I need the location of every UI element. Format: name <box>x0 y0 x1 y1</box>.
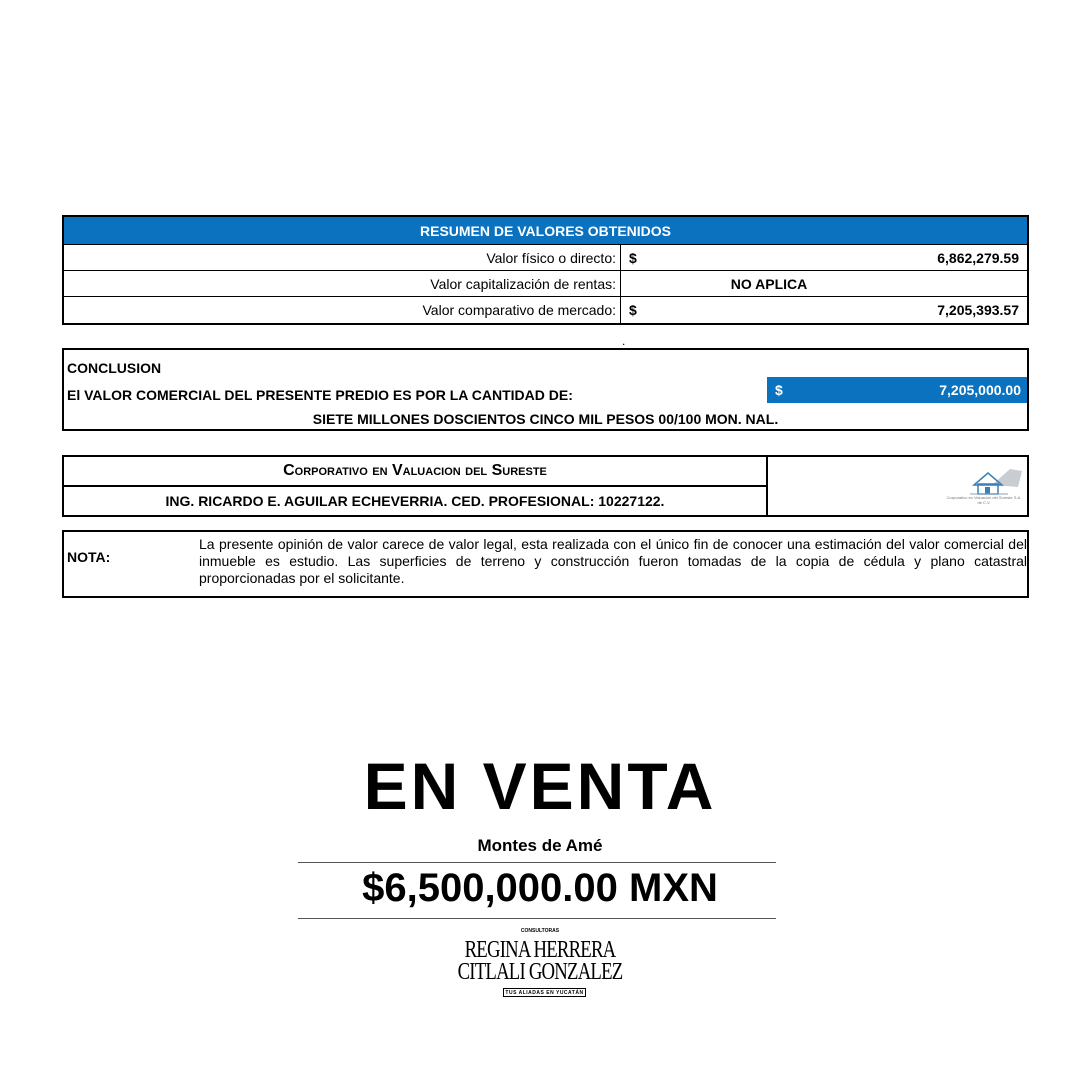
location-name: Montes de Amé <box>477 836 603 855</box>
table-row <box>64 245 1027 271</box>
summary-title: RESUMEN DE VALORES OBTENIDOS <box>64 217 1027 245</box>
row-label: Valor físico o directo: <box>64 245 621 270</box>
row-label: Valor capitalización de rentas: <box>64 271 621 296</box>
sale-headline: EN VENTA <box>363 749 717 823</box>
row-currency: $ <box>629 249 637 266</box>
row-currency: $ <box>629 302 637 318</box>
row-label: Valor comparativo de mercado: <box>64 297 621 323</box>
corporativo-info <box>64 457 768 515</box>
row-value: NO APLICA <box>730 275 808 292</box>
divider <box>298 918 776 919</box>
nota-label: NOTA: <box>67 549 111 565</box>
table-row <box>64 297 1027 323</box>
table-row <box>64 271 1027 297</box>
conclusion-amount <box>767 377 1027 403</box>
divider <box>298 862 776 863</box>
company-logo <box>944 463 1024 505</box>
corporativo-box <box>62 455 1029 517</box>
conclusion-statement: El VALOR COMERCIAL DEL PRESENTE PREDIO ES POR LA CANTIDAD DE: <box>67 387 573 403</box>
logo-text: Corporativo en Valuacion del Sureste S.A. de C.V. <box>946 495 1022 505</box>
summary-table <box>62 215 1029 325</box>
nota-text: La presente opinión de valor carece de valor legal, esta realizada con el único fin de conocer una estimación del valor comercial del inmueble es estudio. Las superficies de terreno y construcción fueron tomadas de la copia de cédula y plano catastral proporcionadas por el solicitante. <box>199 536 1027 586</box>
sale-price: $6,500,000.00 MXN <box>362 866 718 910</box>
amount-value: 7,205,000.00 <box>939 382 1021 398</box>
separator-dot: . <box>622 334 626 348</box>
row-value: 6,862,279.59 <box>937 249 1019 266</box>
brand-line-2: CITLALI GONZALEZ <box>457 959 623 985</box>
brand-tagline: TUS ALIADAS EN YUCATÁN <box>503 988 586 997</box>
brand-line-1: REGINA HERRERA <box>464 937 616 963</box>
row-value: 7,205,393.57 <box>937 302 1019 318</box>
company-name: Corporativo en Valuacion del Sureste <box>64 457 766 487</box>
amount-currency: $ <box>775 382 783 398</box>
brand-kicker: CONSULTORAS <box>520 928 560 934</box>
conclusion-box <box>62 348 1029 431</box>
nota-box <box>62 530 1029 598</box>
engineer-credentials: ING. RICARDO E. AGUILAR ECHEVERRIA. CED. PROFESIONAL: 10227122. <box>165 493 665 509</box>
amount-in-words: SIETE MILLONES DOSCIENTOS CINCO MIL PESOS 00/100 MON. NAL. <box>312 411 779 427</box>
conclusion-heading: CONCLUSION <box>67 360 162 376</box>
